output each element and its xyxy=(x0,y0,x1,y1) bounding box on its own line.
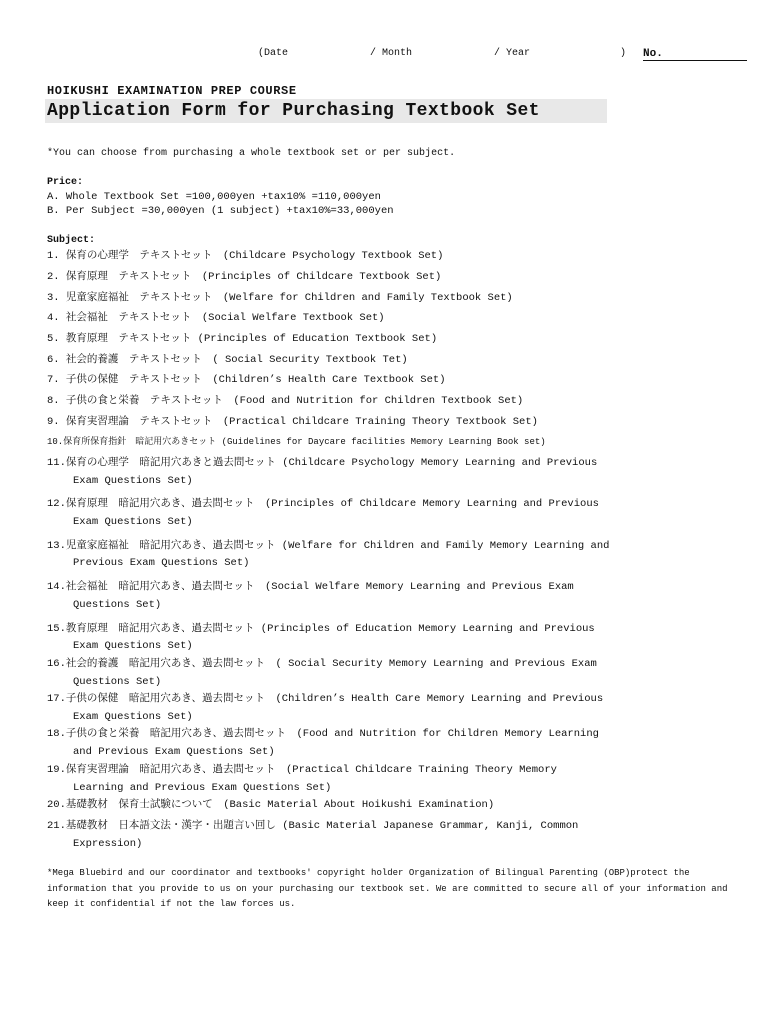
subject-item: 4. 社会福祉 テキストセット (Social Welfare Textbook Set) xyxy=(47,312,385,324)
subject-item: 19.保育実習理論 暗記用穴あき、過去問セット (Practical Childcare Training Theory Memory xyxy=(47,764,557,776)
course-name: HOIKUSHI EXAMINATION PREP COURSE xyxy=(47,84,297,98)
page-title: Application Form for Purchasing Textbook Set xyxy=(45,99,607,123)
subject-item-continued: Expression) xyxy=(73,838,143,850)
subject-item: 10.保育所保育指針 暗記用穴あきセット (Guidelines for Daycare facilities Memory Learning Book set) xyxy=(47,437,546,447)
date-label: (Date xyxy=(258,48,289,59)
subject-item: 20.基礎教材 保育士試験について (Basic Material About Hoikushi Examination) xyxy=(47,799,495,811)
subject-item: 13.児童家庭福祉 暗記用穴あき、過去問セット (Welfare for Children and Family Memory Learning and xyxy=(47,540,610,552)
subject-item: 5. 教育原理 テキストセット (Principles of Education Textbook Set) xyxy=(47,333,438,345)
subject-item: 8. 子供の食と栄養 テキストセット (Food and Nutrition for Children Textbook Set) xyxy=(47,395,524,407)
subject-item: 16.社会的養護 暗記用穴あき、過去問セット ( Social Security Memory Learning and Previous Exam xyxy=(47,658,597,670)
subject-item: 3. 児童家庭福祉 テキストセット (Welfare for Children and Family Textbook Set) xyxy=(47,292,513,304)
subject-item: 1. 保育の心理学 テキストセット (Childcare Psychology Textbook Set) xyxy=(47,250,444,262)
subject-item-continued: Learning and Previous Exam Questions Set) xyxy=(73,782,332,794)
subject-item: 2. 保育原理 テキストセット (Principles of Childcare Textbook Set) xyxy=(47,271,442,283)
subject-item-continued: Exam Questions Set) xyxy=(73,475,193,487)
subject-item-continued: Questions Set) xyxy=(73,676,162,688)
subject-item: 15.教育原理 暗記用穴あき、過去問セット (Principles of Education Memory Learning and Previous xyxy=(47,623,595,635)
choice-note: *You can choose from purchasing a whole textbook set or per subject. xyxy=(47,148,456,159)
subject-item-continued: Previous Exam Questions Set) xyxy=(73,557,250,569)
privacy-footer: *Mega Bluebird and our coordinator and textbooks' copyright holder Organization of Bilingual Parenting (OBP)protect the information that you provide to us on your purchasing our textbook set. We are committed to secure all of your information and keep it confidential if not the law forces us. xyxy=(47,868,728,909)
subject-item: 17.子供の保健 暗記用穴あき、過去問セット (Children’s Health Care Memory Learning and Previous xyxy=(47,693,604,705)
price-heading: Price: xyxy=(47,177,84,188)
subject-item-continued: Exam Questions Set) xyxy=(73,640,193,652)
subject-item-continued: Questions Set) xyxy=(73,599,162,611)
subject-item: 18.子供の食と栄養 暗記用穴あき、過去問セット (Food and Nutrition for Children Memory Learning xyxy=(47,728,599,740)
price-option-b: B. Per Subject =30,000yen (1 subject) +tax10%=33,000yen xyxy=(47,205,394,217)
subject-item-continued: Exam Questions Set) xyxy=(73,516,193,528)
subject-item: 12.保育原理 暗記用穴あき、過去問セット (Principles of Childcare Memory Learning and Previous xyxy=(47,498,599,510)
subject-item: 11.保育の心理学 暗記用穴あきと過去問セット (Childcare Psychology Memory Learning and Previous xyxy=(47,457,598,469)
subject-item: 9. 保育実習理論 テキストセット (Practical Childcare Training Theory Textbook Set) xyxy=(47,416,538,428)
subject-heading: Subject: xyxy=(47,235,96,246)
subject-item-continued: Exam Questions Set) xyxy=(73,711,193,723)
subject-item: 14.社会福祉 暗記用穴あき、過去問セット (Social Welfare Memory Learning and Previous Exam xyxy=(47,581,574,593)
date-close-paren: ) xyxy=(620,48,627,59)
price-option-a: A. Whole Textbook Set =100,000yen +tax10% =110,000yen xyxy=(47,191,381,203)
subject-item: 7. 子供の保健 テキストセット (Children’s Health Care Textbook Set) xyxy=(47,374,446,386)
number-field[interactable]: No. xyxy=(643,48,747,61)
subject-item: 21.基礎教材 日本語文法・漢字・出題言い回し (Basic Material Japanese Grammar, Kanji, Common xyxy=(47,820,579,832)
subject-item: 6. 社会的養護 テキストセット ( Social Security Textbook Tet) xyxy=(47,354,408,366)
month-label: / Month xyxy=(370,48,413,59)
subject-item-continued: and Previous Exam Questions Set) xyxy=(73,746,275,758)
year-label: / Year xyxy=(494,48,531,59)
